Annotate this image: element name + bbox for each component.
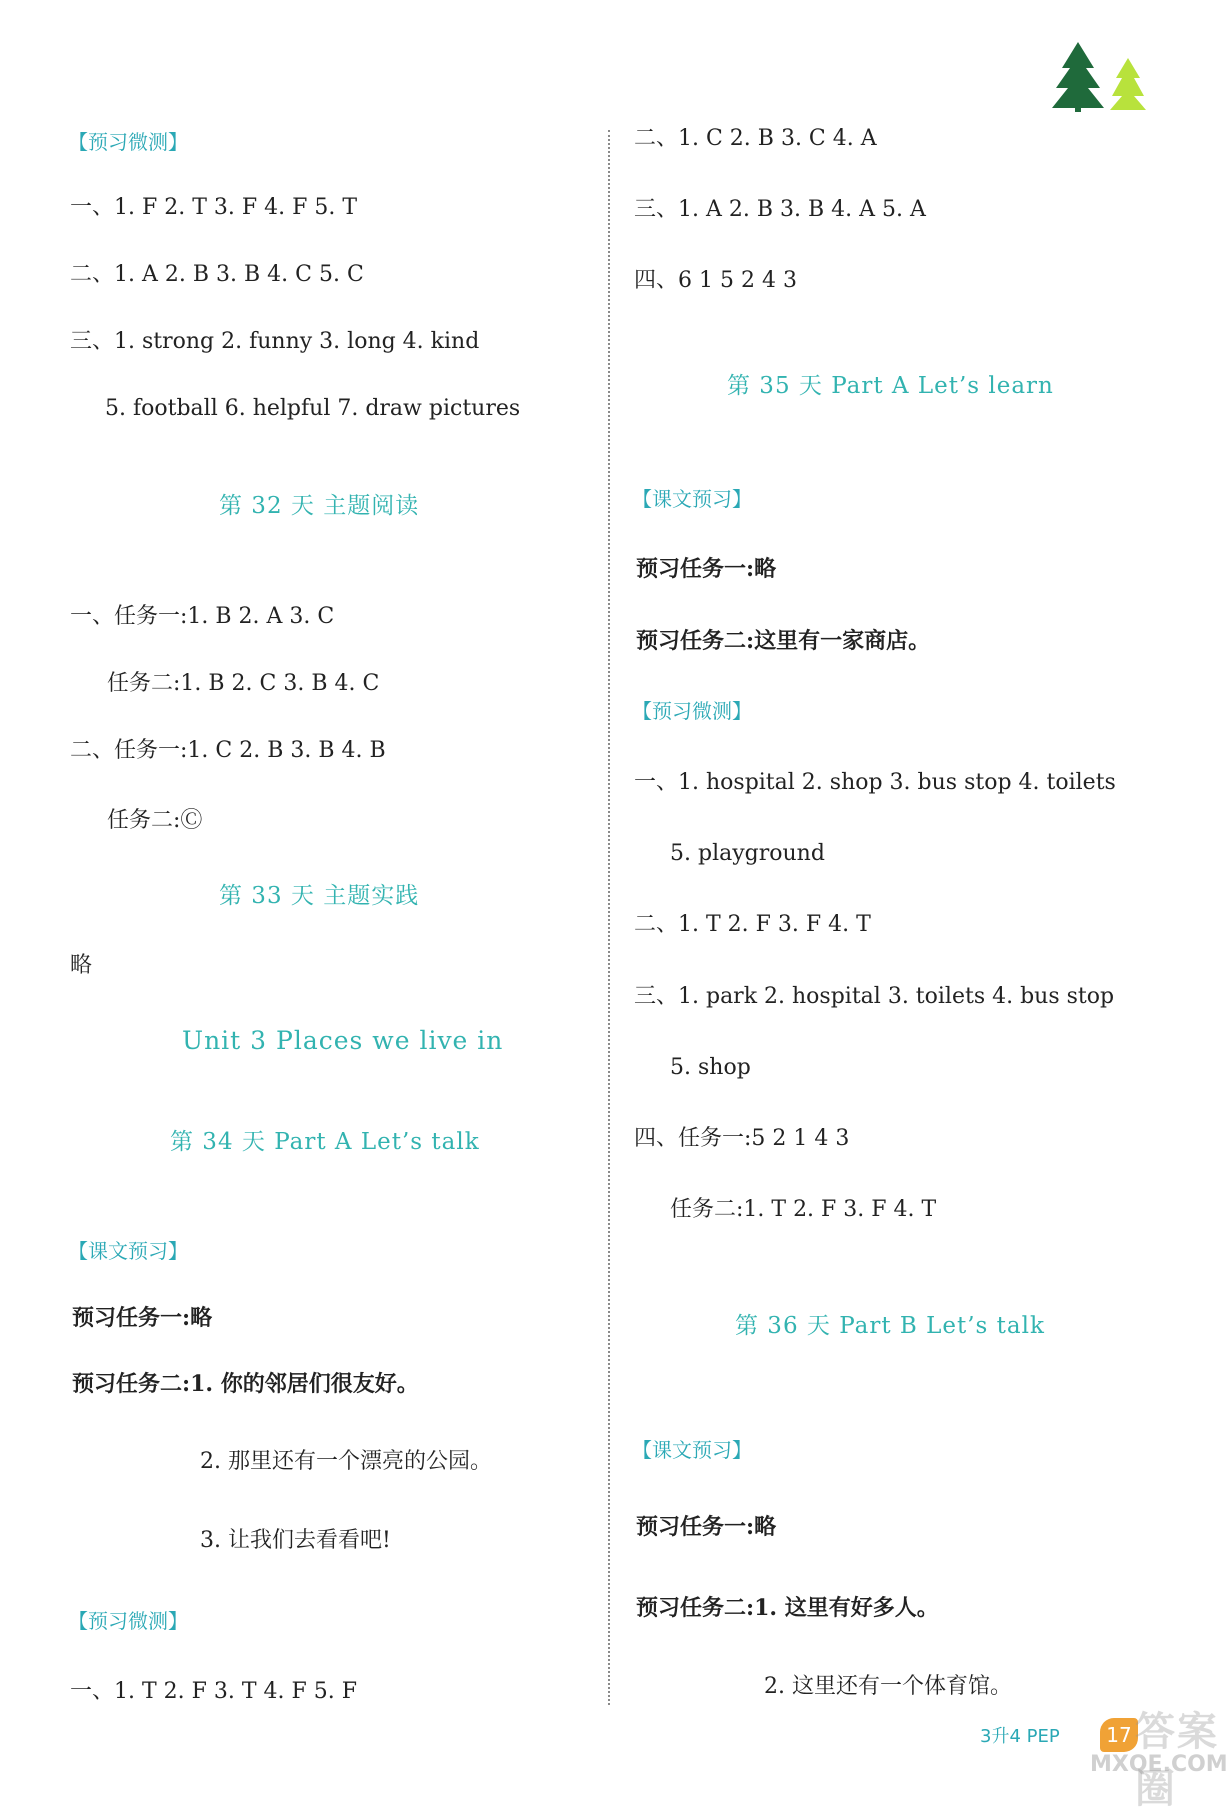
- day-heading: 第 34 天 Part A Let’s talk: [170, 1129, 480, 1155]
- page-number: 17: [1100, 1718, 1138, 1752]
- answer-line: 预习任务二:这里有一家商店。: [636, 628, 931, 654]
- answer-line: 5. shop: [670, 1055, 751, 1080]
- answer-line: 一、1. T 2. F 3. T 4. F 5. F: [70, 1679, 358, 1704]
- answer-line: 二、1. T 2. F 3. F 4. T: [634, 912, 871, 937]
- day-heading: 第 35 天 Part A Let’s learn: [727, 373, 1054, 399]
- answer-line: 略: [70, 953, 93, 978]
- day-heading: 第 36 天 Part B Let’s talk: [735, 1313, 1045, 1339]
- answer-line: 三、1. strong 2. funny 3. long 4. kind: [70, 329, 480, 354]
- answer-line: 预习任务二:1. 这里有好多人。: [636, 1595, 939, 1621]
- answer-line: 任务二:1. T 2. F 3. F 4. T: [670, 1197, 937, 1222]
- answer-line: 三、1. park 2. hospital 3. toilets 4. bus stop: [634, 984, 1115, 1009]
- footer-label: 3升4 PEP: [980, 1726, 1060, 1747]
- answer-line: 预习任务二:1. 你的邻居们很友好。: [72, 1371, 419, 1397]
- answer-line: 3. 让我们去看看吧!: [200, 1528, 391, 1553]
- answer-line: 预习任务一:略: [72, 1305, 213, 1331]
- unit-heading: Unit 3 Places we live in: [182, 1026, 504, 1055]
- answer-line: 2. 这里还有一个体育馆。: [764, 1674, 1012, 1699]
- answer-line: 5. football 6. helpful 7. draw pictures: [105, 396, 521, 421]
- watermark: 答案圈: [1135, 1709, 1219, 1812]
- answer-line: 一、1. hospital 2. shop 3. bus stop 4. toilets: [634, 770, 1116, 795]
- answer-line: 任务二:Ⓒ: [107, 808, 203, 833]
- answer-line: 三、1. A 2. B 3. B 4. A 5. A: [634, 197, 926, 222]
- column-divider: [608, 130, 610, 1705]
- section-bracket: 【课文预习】: [632, 1438, 752, 1462]
- answer-line: 任务二:1. B 2. C 3. B 4. C: [107, 671, 380, 696]
- answer-line: 四、6 1 5 2 4 3: [634, 268, 797, 293]
- section-bracket: 【预习微测】: [68, 1609, 188, 1633]
- answer-line: 2. 那里还有一个漂亮的公园。: [200, 1449, 492, 1474]
- answer-line: 四、任务一:5 2 1 4 3: [634, 1126, 850, 1151]
- answer-line: 一、任务一:1. B 2. A 3. C: [70, 604, 335, 629]
- day-heading: 第 33 天 主题实践: [219, 883, 420, 909]
- answer-line: 5. playground: [670, 841, 825, 866]
- section-bracket: 【预习微测】: [68, 130, 188, 154]
- section-bracket: 【课文预习】: [68, 1239, 188, 1263]
- day-heading: 第 32 天 主题阅读: [219, 493, 420, 519]
- answer-line: 二、1. A 2. B 3. B 4. C 5. C: [70, 262, 364, 287]
- answer-line: 预习任务一:略: [636, 1514, 777, 1540]
- watermark-url: MXQE.COM: [1090, 1752, 1228, 1777]
- answer-line: 预习任务一:略: [636, 556, 777, 582]
- section-bracket: 【课文预习】: [632, 487, 752, 511]
- section-bracket: 【预习微测】: [632, 699, 752, 723]
- tree-icon: [1050, 40, 1150, 112]
- answer-line: 一、1. F 2. T 3. F 4. F 5. T: [70, 195, 358, 220]
- answer-line: 二、1. C 2. B 3. C 4. A: [634, 126, 877, 151]
- answer-line: 二、任务一:1. C 2. B 3. B 4. B: [70, 738, 386, 763]
